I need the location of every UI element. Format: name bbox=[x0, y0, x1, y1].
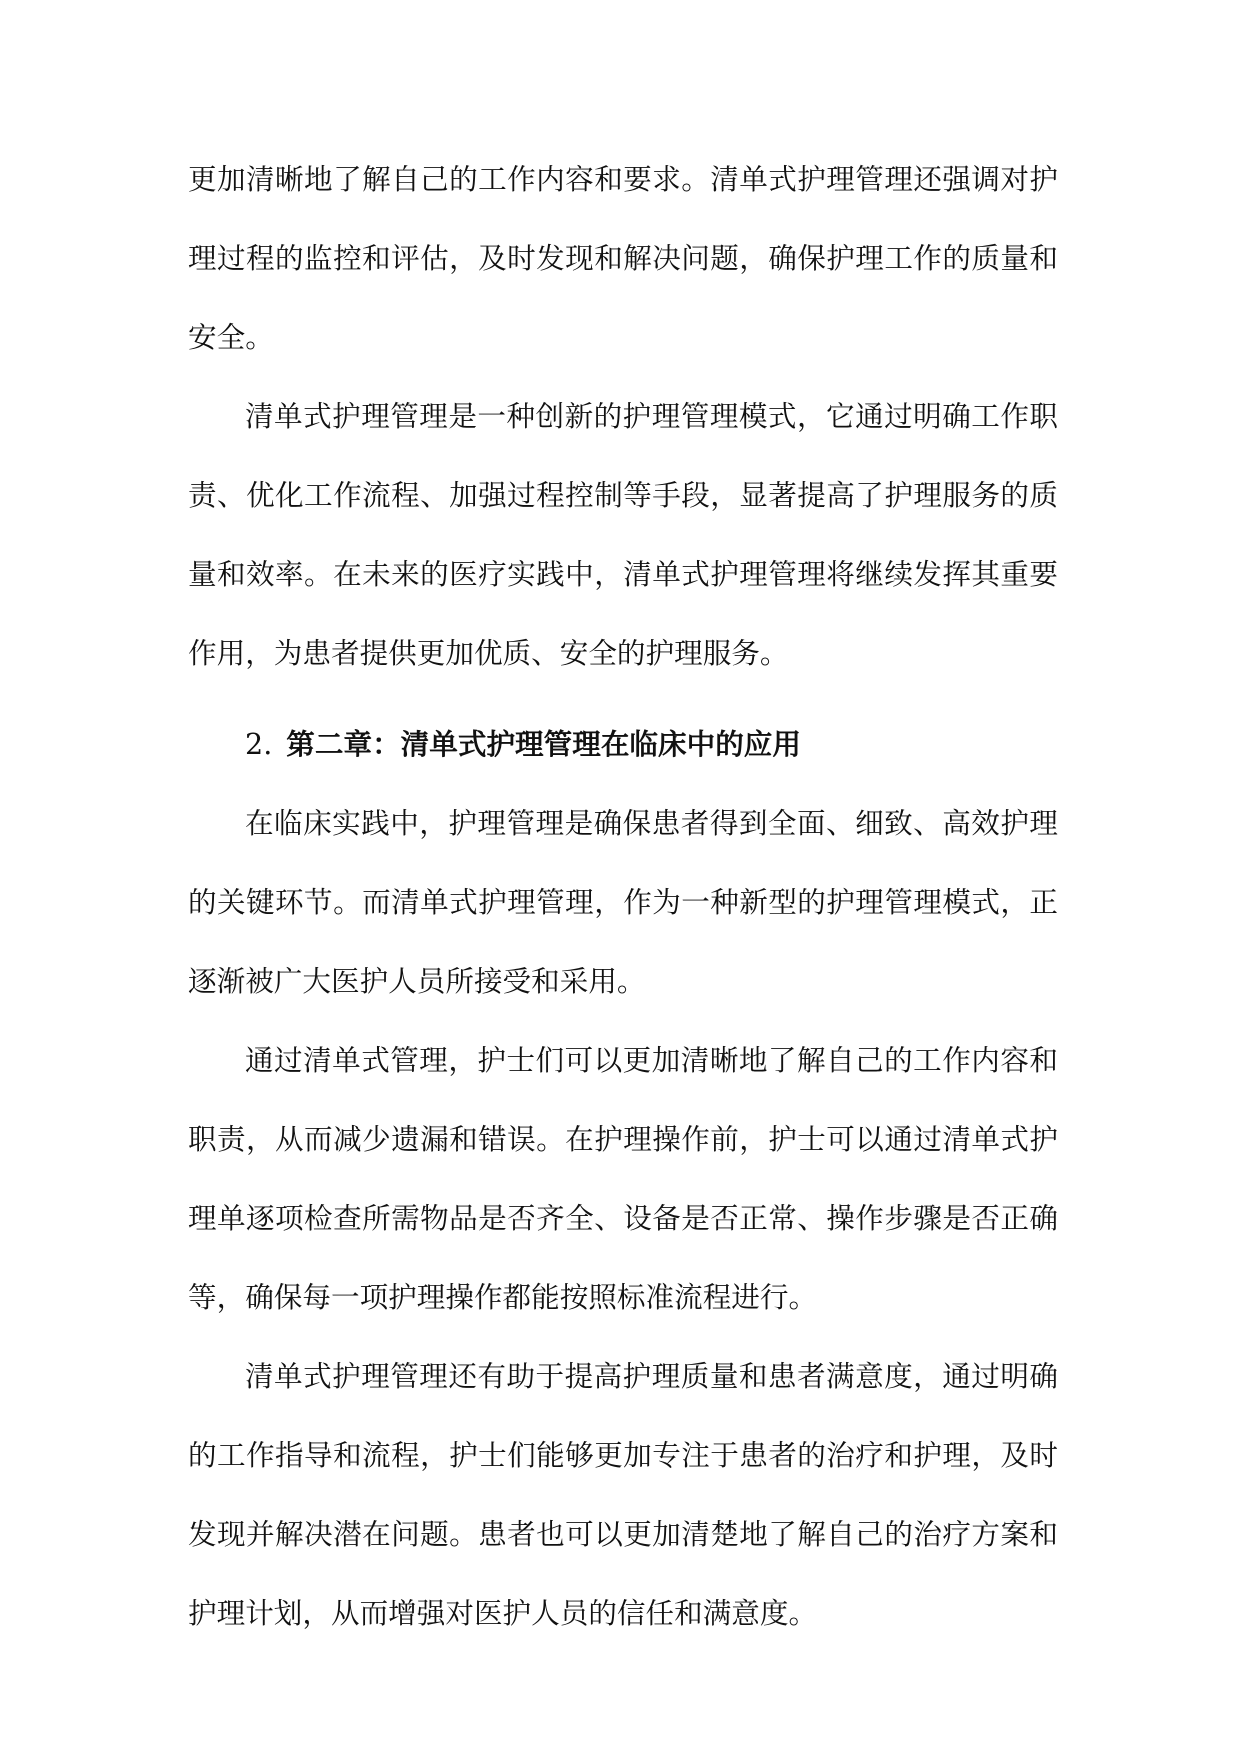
paragraph: 清单式护理管理是一种创新的护理管理模式，它通过明确工作职责、优化工作流程、加强过程控制等手段，显著提高了护理服务的质量和效率。在未来的医疗实践中，清单式护理管理将继续发挥其重要作用，为患者提供更加优质、安全的护理服务。 bbox=[188, 399, 1058, 670]
section-title: 第二章：清单式护理管理在临床中的应用 bbox=[286, 727, 801, 761]
paragraph: 在临床实践中，护理管理是确保患者得到全面、细致、高效护理的关键环节。而清单式护理管理，作为一种新型的护理管理模式，正逐渐被广大医护人员所接受和采用。 bbox=[188, 806, 1058, 998]
paragraph: 清单式护理管理还有助于提高护理质量和患者满意度，通过明确的工作指导和流程，护士们能够更加专注于患者的治疗和护理，及时发现并解决潜在问题。患者也可以更加清楚地了解自己的治疗方案和护理计划，从而增强对医护人员的信任和满意度。 bbox=[188, 1359, 1058, 1630]
section-number: 2. bbox=[245, 727, 273, 761]
document-body bbox=[188, 140, 1058, 1653]
section-heading bbox=[188, 704, 1058, 784]
paragraph: 更加清晰地了解自己的工作内容和要求。清单式护理管理还强调对护理过程的监控和评估，及时发现和解决问题，确保护理工作的质量和安全。 bbox=[188, 162, 1058, 354]
paragraph: 通过清单式管理，护士们可以更加清晰地了解自己的工作内容和职责，从而减少遗漏和错误。在护理操作前，护士可以通过清单式护理单逐项检查所需物品是否齐全、设备是否正常、操作步骤是否正确等，确保每一项护理操作都能按照标准流程进行。 bbox=[188, 1043, 1058, 1314]
